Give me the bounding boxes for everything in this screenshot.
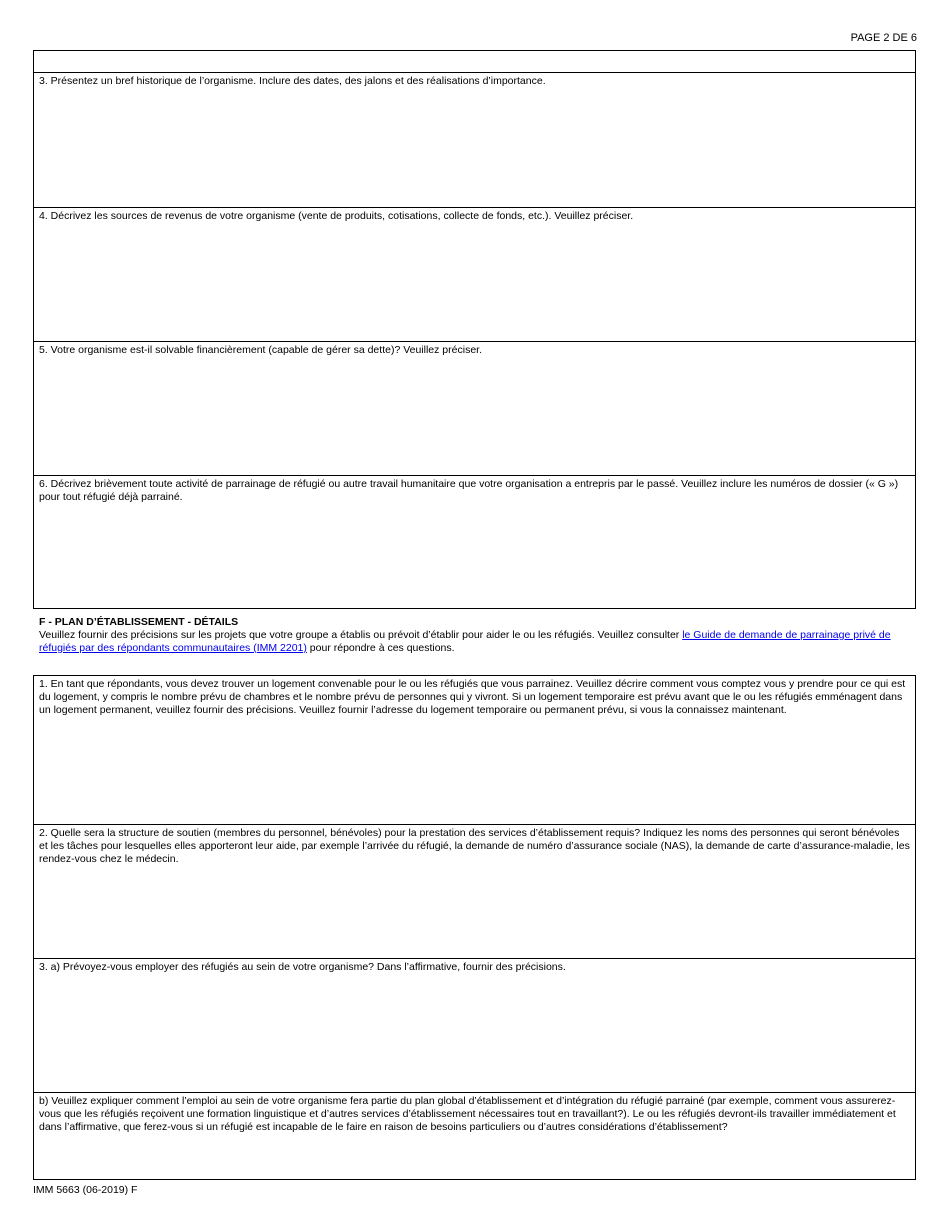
question-f1-field[interactable] — [34, 676, 915, 824]
question-e3-input[interactable] — [38, 93, 911, 203]
section-f-title: F - PLAN D’ÉTABLISSEMENT - DÉTAILS — [39, 616, 239, 628]
question-f3b-label: b) Veuillez expliquer comment l’emploi au sein de votre organisme fera partie du plan global d’établissement et d’intégration du réfugié parrainé (par exemple, comment vous assurerez-vous que les réfugiés reçoivent une formation linguistique et d’autres services d’établissement nécessaires tout en travaillant?). Le ou les réfugiés devront-ils travailler immédiatement et dans l’affirmative, que ferez-vous si un réfugié est incapable de le faire en raison de besoins particuliers ou d’autres considérations d’établissement? — [39, 1095, 896, 1133]
question-e4-input[interactable] — [38, 228, 911, 337]
section-e-form-box — [33, 50, 916, 609]
question-e6-label: 6. Décrivez brièvement toute activité de parrainage de réfugié ou autre travail humanitaire que votre organisation a entrepris par le passé. Veuillez inclure les numéros de dossier (« G ») pour tout réfugié déjà parrainé. — [39, 478, 899, 503]
section-f-intro-end: pour répondre à ces questions. — [306, 642, 455, 654]
question-f3a-field[interactable] — [34, 958, 915, 1092]
question-e3-label: 3. Présentez un bref historique de l’organisme. Inclure des dates, des jalons et des réalisations d’importance. — [39, 75, 546, 87]
page-number: PAGE 2 DE 6 — [850, 32, 917, 44]
form-code: IMM 5663 (06-2019) F — [33, 1184, 138, 1196]
guide-imm2201-link[interactable]: le Guide de demande de parrainage privé de réfugiés par des répondants communautaires (IMM 2201) — [39, 629, 891, 654]
question-f1-label: 1. En tant que répondants, vous devez trouver un logement convenable pour le ou les réfugiés que vous parrainez. Veuillez décrire comment vous comptez vous y prendre pour ce qui est du logement, y compris le nombre prévu de chambres et le nombre prévu de personnes qui y vivront. Si un logement temporaire est prévu avant que le ou les réfugiés emménagent dans un logement permanent, veuillez fournir des précisions. Veuillez fournir l’adresse du logement temporaire ou permanent prévu, si vous la connaissez maintenant. — [39, 678, 906, 716]
question-e5-field[interactable] — [34, 341, 915, 475]
question-e5-label: 5. Votre organisme est-il solvable financièrement (capable de gérer sa dette)? Veuillez préciser. — [39, 344, 482, 356]
question-f2-label: 2. Quelle sera la structure de soutien (membres du personnel, bénévoles) pour la prestation des services d’établissement requis? Indiquez les noms des personnes qui seront bénévoles et les tâches pour lesquelles elles apporteront leur aide, par exemple l’arrivée du réfugié, la demande de numéro d’assurance sociale (NAS), la demande de carte d’assurance-maladie, les rendez-vous chez le médecin. — [39, 827, 910, 865]
section-f-intro-text: Veuillez fournir des précisions sur les projets que votre groupe a établis ou prévoit d’établir pour aider le ou les réfugiés. Veuillez consulter — [39, 629, 683, 641]
question-f3a-label: 3. a) Prévoyez-vous employer des réfugiés au sein de votre organisme? Dans l’affirmative, fournir des précisions. — [39, 961, 566, 973]
question-f2-input[interactable] — [38, 871, 911, 954]
question-e4-label: 4. Décrivez les sources de revenus de votre organisme (vente de produits, cotisations, collecte de fonds, etc.). Veuillez préciser. — [39, 210, 634, 222]
question-f1-input[interactable] — [38, 722, 911, 820]
question-e6-field[interactable] — [34, 475, 915, 608]
blank-header-row — [34, 51, 915, 72]
question-e5-input[interactable] — [38, 362, 911, 471]
question-e6-input[interactable] — [38, 510, 911, 604]
question-f3b-input[interactable] — [38, 1139, 911, 1175]
section-f-form-box — [33, 675, 916, 1180]
question-e3-field[interactable] — [34, 72, 915, 207]
question-f2-field[interactable] — [34, 824, 915, 958]
section-f-header — [39, 616, 911, 655]
section-f-intro — [39, 629, 911, 655]
question-f3b-field[interactable] — [34, 1092, 915, 1179]
question-e4-field[interactable] — [34, 207, 915, 341]
question-f3a-input[interactable] — [38, 979, 911, 1088]
